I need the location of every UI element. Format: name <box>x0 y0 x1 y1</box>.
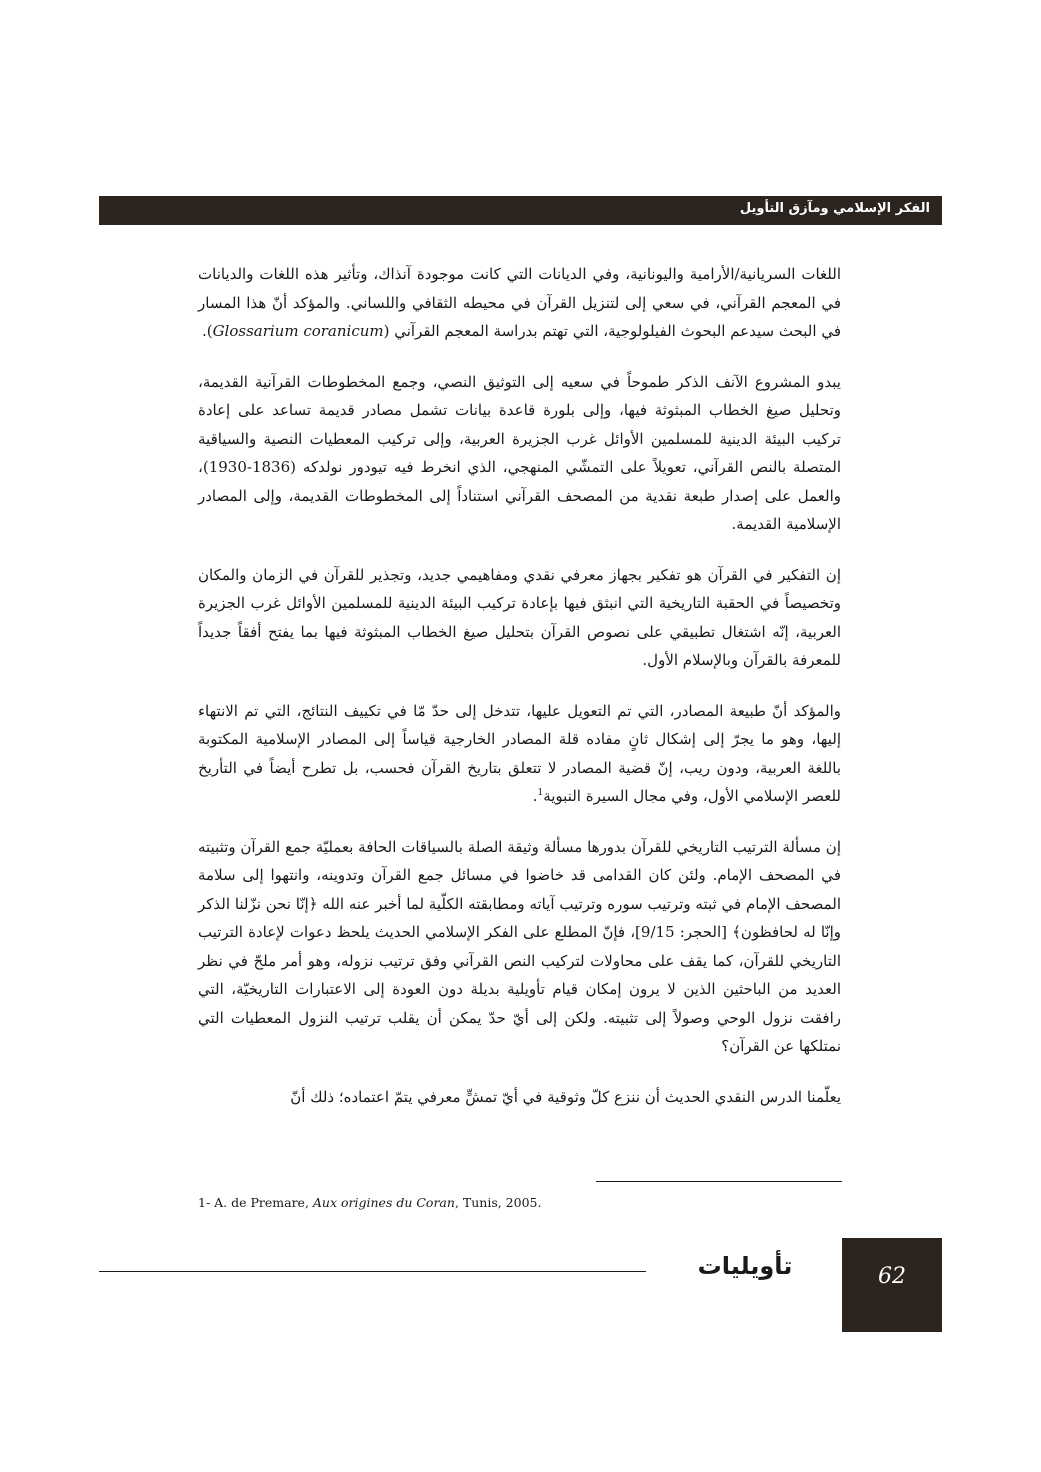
footnote-prefix: 1- A. de Premare, <box>198 1195 313 1210</box>
paragraph-4-text: والمؤكد أنّ طبيعة المصادر، التي تم التعويل عليها، تتدخل إلى حدّ مّا في تكييف النتائج، التي تم الانتهاء إليها، وهو ما يجرّ إلى إشكال ثانٍ مفاده قلة المصادر الخارجية قياساً إلى المصادر الإسلامية المكتوبة باللغة العربية، ودون ريب، إنّ قضية المصادر لا تتعلق بتاريخ القرآن فحسب، بل تطرح أيضاً في التأريخ للعصر الإسلامي الأول، وفي مجال السيرة النبوية <box>198 701 841 805</box>
footer-divider <box>99 1271 646 1272</box>
paragraph-3: إن التفكير في القرآن هو تفكير بجهاز معرفي نقدي ومفاهيمي جديد، وتجذير للقرآن في الزمان والمكان وتخصيصاً في الحقبة التاريخية التي انبثق فيها بإعادة تركيب البيئة الدينية للمسلمين الأوائل غرب الجزيرة العربية، إنّه اشتغال تطبيقي على نصوص القرآن بتحليل صيغ الخطاب المبثوثة فيها بما يفتح أفقاً جديداً للمعرفة بالقرآن وبالإسلام الأول. <box>198 565 841 669</box>
main-text <box>198 260 841 1111</box>
paragraph-5: إن مسألة الترتيب التاريخي للقرآن بدورها مسألة وثيقة الصلة بالسياقات الحافة بعمليّة جمع القرآن وتثبيته في المصحف الإمام. ولئن كان القدامى قد خاضوا في مسائل جمع القرآن وتدوينه، وانتهوا إلى سلامة المصحف الإمام في ثبته وترتيب سوره وترتيب آياته ومطابقته الكلّية لما أخبر عنه الله ﴿إنّا نحن نزّلنا الذكر وإنّا له لحافظون﴾ [الحجر: 9/15]، فإنّ المطلع على الفكر الإسلامي الحديث يلحظ دعوات لإعادة الترتيب التاريخي للقرآن، كما يقف على محاولات لتركيب النص القرآني وفق ترتيب نزوله، وهو أمر ملحّ في نظر العديد من الباحثين الذين لا يرون إمكان قيام تأويلية بديلة دون العودة إلى الاعتبارات التاريخيّة، التي رافقت نزول الوحي وصولاً إلى تثبيته. ولكن إلى أيّ حدّ يمكن أن يقلب ترتيب النزول المعطيات التي نمتلكها عن القرآن؟ <box>198 837 841 1055</box>
footnote-reference[interactable]: 1 <box>537 788 544 798</box>
running-header-title: الفكر الإسلامي ومآزق التأويل <box>739 201 930 216</box>
footnote <box>198 1195 841 1210</box>
page-number-box <box>842 1238 942 1332</box>
footnote-divider <box>596 1181 842 1182</box>
footnote-suffix: , Tunis, 2005. <box>454 1195 542 1210</box>
paragraph-4 <box>198 697 841 811</box>
paragraph-2: يبدو المشروع الآنف الذكر طموحاً في سعيه إلى التوثيق النصي، وجمع المخطوطات القرآنية القديمة، وتحليل صيغ الخطاب المبثوثة فيها، وإلى بلورة قاعدة بيانات تشمل مصادر قديمة تساعد على إعادة تركيب البيئة الدينية للمسلمين الأوائل غرب الجزيرة العربية، وإلى تركيب المعطيات النصية والسياقية المتصلة بالنص القرآني، تعويلاً على التمشّي المنهجي، الذي انخرط فيه تيودور نولدكه (1836-1930)، والعمل على إصدار طبعة نقدية من المصحف القرآني استناداً إلى المخطوطات القديمة، وإلى المصادر الإسلامية القديمة. <box>198 372 841 533</box>
paragraph-6: يعلّمنا الدرس النقدي الحديث أن ننزع كلّ وثوقية في أيّ تمشٍّ معرفي يتمّ اعتماده؛ ذلك أنّ <box>290 1087 841 1106</box>
paragraph-4-end: . <box>532 787 538 805</box>
latin-term: Glossarium coranicum <box>212 322 384 340</box>
running-header-bar <box>99 196 942 225</box>
paragraph-1 <box>198 260 841 346</box>
page-number: 62 <box>878 1264 906 1289</box>
paragraph-1-end: ). <box>201 322 213 340</box>
paragraph-1-text: اللغات السريانية/الأرامية واليونانية، وفي الديانات التي كانت موجودة آنذاك، وتأثير هذه اللغات والديانات في المعجم القرآني، في سعي إلى لتنزيل القرآن في محيطه الثقافي واللساني. والمؤكد أنّ هذا المسار في البحث سيدعم البحوث الفيلولوجية، التي تهتم بدراسة المعجم القرآني ( <box>198 265 841 340</box>
footnote-title: Aux origines du Coran <box>312 1195 455 1210</box>
journal-logo: تأويليات <box>697 1252 793 1280</box>
